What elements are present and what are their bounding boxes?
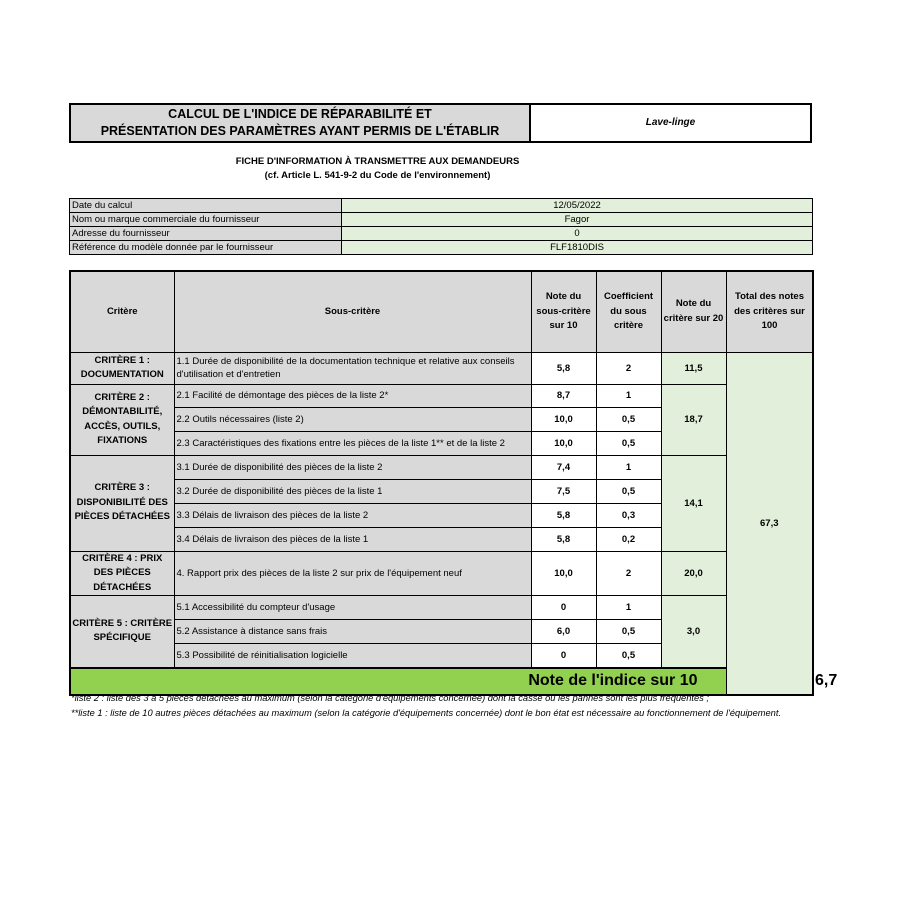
criterion-note: 11,5 bbox=[661, 352, 726, 384]
col-header-critere: Critère bbox=[70, 271, 174, 352]
sub-criterion-note: 7,5 bbox=[531, 479, 596, 503]
info-row-model bbox=[70, 241, 813, 255]
sub-criterion-note: 8,7 bbox=[531, 384, 596, 407]
info-value: 0 bbox=[342, 227, 813, 241]
repairability-table bbox=[69, 270, 838, 696]
sub-criterion-label: 4. Rapport prix des pièces de la liste 2 sur prix de l'équipement neuf bbox=[174, 551, 531, 596]
table-row bbox=[70, 352, 813, 384]
footnote-list-2: *liste 2 : liste des 3 à 5 pièces détachées au maximum (selon la catégorie d'équipements concernée) dont la casse ou les pannes sont les plus fréquentes ; bbox=[71, 693, 709, 703]
sub-criterion-coefficient: 0,5 bbox=[596, 644, 661, 668]
sub-criterion-note: 5,8 bbox=[531, 503, 596, 527]
sub-criterion-label: 5.1 Accessibilité du compteur d'usage bbox=[174, 596, 531, 620]
sub-criterion-coefficient: 1 bbox=[596, 596, 661, 620]
sub-criterion-coefficient: 2 bbox=[596, 551, 661, 596]
info-value: 12/05/2022 bbox=[342, 199, 813, 213]
info-label: Date du calcul bbox=[70, 199, 342, 213]
product-category: Lave-linge bbox=[645, 117, 696, 128]
sub-criterion-coefficient: 1 bbox=[596, 455, 661, 479]
sub-criterion-label: 3.2 Durée de disponibilité des pièces de la liste 1 bbox=[174, 479, 531, 503]
col-header-note-sous-critere: Note du sous-critère sur 10 bbox=[531, 271, 596, 352]
final-score-row: Note de l'indice sur 10 6,7 bbox=[70, 668, 813, 695]
col-header-sous-critere: Sous-critère bbox=[174, 271, 531, 352]
sub-criterion-label: 5.3 Possibilité de réinitialisation logicielle bbox=[174, 644, 531, 668]
sub-criterion-note: 0 bbox=[531, 596, 596, 620]
sub-criterion-label: 3.4 Délais de livraison des pièces de la liste 1 bbox=[174, 527, 531, 551]
header-row bbox=[70, 271, 813, 352]
sub-criterion-coefficient: 1 bbox=[596, 384, 661, 407]
subtitle-line-2: (cf. Article L. 541-9-2 du Code de l'environnement) bbox=[264, 170, 491, 181]
sub-criterion-coefficient: 0,2 bbox=[596, 527, 661, 551]
criterion-note: 18,7 bbox=[661, 384, 726, 455]
sub-criterion-coefficient: 0,5 bbox=[596, 407, 661, 431]
table-row bbox=[70, 551, 813, 596]
subtitle bbox=[69, 155, 686, 183]
sub-criterion-label: 2.1 Facilité de démontage des pièces de la liste 2* bbox=[174, 384, 531, 407]
sub-criterion-note: 10,0 bbox=[531, 551, 596, 596]
sub-criterion-note: 5,8 bbox=[531, 352, 596, 384]
footnotes bbox=[71, 691, 811, 721]
sub-criterion-coefficient: 0,5 bbox=[596, 431, 661, 455]
sub-criterion-label: 3.1 Durée de disponibilité des pièces de la liste 2 bbox=[174, 455, 531, 479]
sub-criterion-label: 2.2 Outils nécessaires (liste 2) bbox=[174, 407, 531, 431]
criterion-note: 14,1 bbox=[661, 455, 726, 551]
criterion-name: CRITÈRE 5 : CRITÈRE SPÉCIFIQUE bbox=[70, 596, 174, 668]
sub-criterion-coefficient: 2 bbox=[596, 352, 661, 384]
title-line-1: CALCUL DE L'INDICE DE RÉPARABILITÉ ET bbox=[168, 107, 432, 121]
criterion-name: CRITÈRE 4 : PRIX DES PIÈCES DÉTACHÉES bbox=[70, 551, 174, 596]
col-header-total: Total des notes des critères sur 100 bbox=[726, 271, 813, 352]
sub-criterion-label: 2.3 Caractéristiques des fixations entre les pièces de la liste 1** et de la liste 2 bbox=[174, 431, 531, 455]
total-score: 67,3 bbox=[726, 352, 813, 695]
sub-criterion-note: 10,0 bbox=[531, 431, 596, 455]
subtitle-line-1: FICHE D'INFORMATION À TRANSMETTRE AUX DEMANDEURS bbox=[235, 156, 520, 167]
sub-criterion-note: 7,4 bbox=[531, 455, 596, 479]
info-value: Fagor bbox=[342, 213, 813, 227]
table-row bbox=[70, 596, 813, 620]
col-header-coefficient: Coefficient du sous critère bbox=[596, 271, 661, 352]
header-box bbox=[69, 103, 812, 143]
sub-criterion-coefficient: 0,3 bbox=[596, 503, 661, 527]
sub-criterion-note: 5,8 bbox=[531, 527, 596, 551]
supplier-info-table bbox=[69, 198, 813, 255]
info-row-brand bbox=[70, 213, 813, 227]
table-row bbox=[70, 384, 813, 407]
criterion-name: CRITÈRE 3 : DISPONIBILITÉ DES PIÈCES DÉTACHÉES bbox=[70, 455, 174, 551]
table-row bbox=[70, 455, 813, 479]
sub-criterion-note: 0 bbox=[531, 644, 596, 668]
col-header-note-critere: Note du critère sur 20 bbox=[661, 271, 726, 352]
criterion-note: 3,0 bbox=[661, 596, 726, 668]
criterion-name: CRITÈRE 2 : DÉMONTABILITÉ, ACCÈS, OUTILS, FIXATIONS bbox=[70, 384, 174, 455]
sub-criterion-label: 3.3 Délais de livraison des pièces de la liste 2 bbox=[174, 503, 531, 527]
sub-criterion-coefficient: 0,5 bbox=[596, 479, 661, 503]
criterion-name: CRITÈRE 1 : DOCUMENTATION bbox=[70, 352, 174, 384]
info-row-address bbox=[70, 227, 813, 241]
final-score-label: Note de l'indice sur 10 bbox=[70, 668, 726, 695]
sub-criterion-label: 1.1 Durée de disponibilité de la documentation technique et relative aux conseils d'utilisation et d'entretien bbox=[174, 352, 531, 384]
info-label: Référence du modèle donnée par le fournisseur bbox=[70, 241, 342, 255]
info-value: FLF1810DIS bbox=[342, 241, 813, 255]
title-line-2: PRÉSENTATION DES PARAMÈTRES AYANT PERMIS DE L'ÉTABLIR bbox=[100, 124, 500, 138]
sub-criterion-coefficient: 0,5 bbox=[596, 620, 661, 644]
page-title bbox=[71, 105, 531, 141]
sub-criterion-label: 5.2 Assistance à distance sans frais bbox=[174, 620, 531, 644]
criterion-note: 20,0 bbox=[661, 551, 726, 596]
info-label: Nom ou marque commerciale du fournisseur bbox=[70, 213, 342, 227]
info-row-date bbox=[70, 199, 813, 213]
sub-criterion-note: 10,0 bbox=[531, 407, 596, 431]
footnote-list-1: **liste 1 : liste de 10 autres pièces détachées au maximum (selon la catégorie d'équipements concernée) dont le bon état est nécessaire au fonctionnement de l'équipement. bbox=[71, 708, 782, 718]
sub-criterion-note: 6,0 bbox=[531, 620, 596, 644]
info-label: Adresse du fournisseur bbox=[70, 227, 342, 241]
